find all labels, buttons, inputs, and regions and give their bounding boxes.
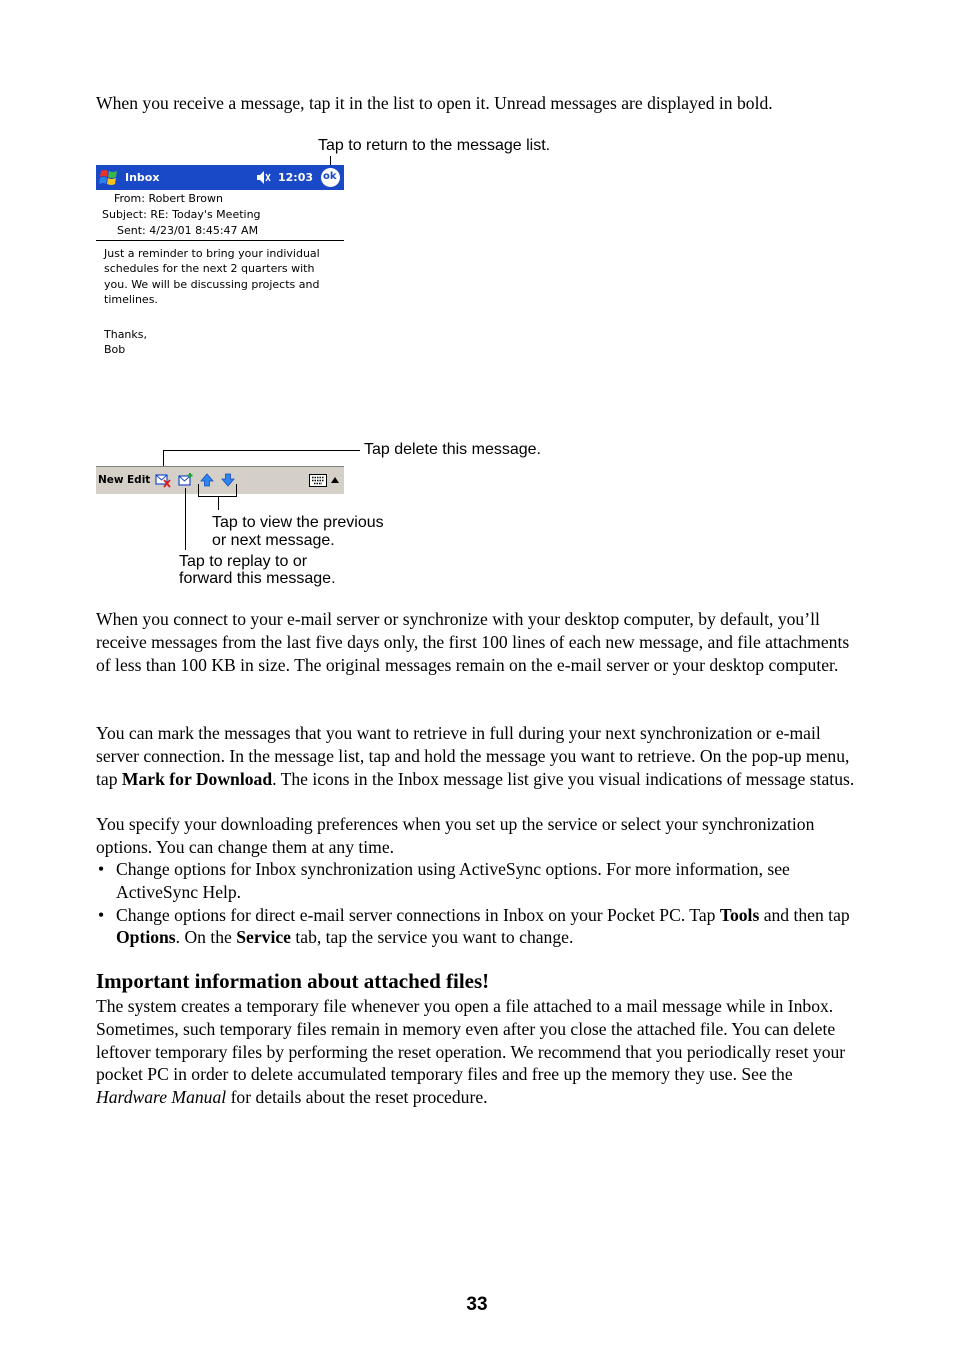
bullet-dot: • [98, 904, 105, 925]
message-signature: Bob [104, 343, 126, 356]
device-clock: 12:03 [278, 171, 314, 184]
callout-delete: Tap delete this message. [364, 441, 541, 458]
hardware-manual-title: Hardware Manual [96, 1087, 227, 1108]
device-title: Inbox [125, 171, 160, 184]
bullet-1-text: Change options for Inbox synchronization using ActiveSync options. For more information, see ActiveSync Help. [116, 859, 790, 902]
menu-edit[interactable]: Edit [127, 474, 151, 486]
device-menu-bar [96, 466, 344, 494]
options-bullet-list [96, 858, 868, 949]
callout-reply-line-1: Tap to replay to or [179, 553, 308, 570]
message-body-line-4: timelines. [104, 293, 158, 306]
attached-files-text-c: for details about the reset procedure. [226, 1087, 488, 1108]
bullet-2-text-a: Change options for direct e-mail server connections in Inbox on your Pocket PC. Tap [116, 904, 720, 925]
prevnext-leader [218, 496, 219, 510]
reply-leader [185, 488, 186, 550]
page-number: 33 [466, 1294, 488, 1315]
message-body-line-3: you. We will be discussing projects and [104, 278, 320, 291]
menu-new[interactable]: New [98, 474, 124, 486]
message-body-line-1: Just a reminder to bring your individual [104, 247, 320, 260]
bullet-2-text-c: and then tap [759, 904, 850, 925]
preferences-paragraph: You specify your downloading preferences when you set up the service or select your synchronization options. You can change them at any time. [96, 814, 815, 857]
message-from: From: Robert Brown [114, 192, 223, 205]
mark-download-text-a: You can mark the messages that you want to retrieve in full during your next synchronization or e-mail server connection. In the message list, tap and hold the message you want to retrieve. On the pop-up menu, tap [96, 723, 850, 789]
message-thanks: Thanks, [104, 328, 148, 341]
message-body-line-2: schedules for the next 2 quarters with [104, 262, 315, 275]
keyboard-icon[interactable] [309, 474, 327, 487]
ok-button[interactable] [321, 168, 340, 187]
mark-for-download-term: Mark for Download [121, 768, 273, 789]
bullet-2-text-g: tab, tap the service you want to change. [290, 927, 574, 948]
callout-ok: Tap to return to the message list. [318, 137, 551, 154]
message-sent: Sent: 4/23/01 8:45:47 AM [117, 224, 259, 237]
delete-icon[interactable] [155, 473, 171, 488]
attached-files-heading: Important information about attached files! [96, 969, 490, 993]
next-message-icon[interactable] [221, 473, 235, 487]
options-term: Options [116, 927, 176, 948]
callout-delete-leader-h [163, 450, 360, 451]
bullet-item-activesync [96, 858, 868, 904]
service-term: Service [236, 927, 291, 948]
input-panel-arrow-icon[interactable] [330, 476, 340, 484]
bullet-2-text-e: . On the [175, 927, 237, 948]
bullet-dot: • [98, 859, 105, 879]
callout-prevnext-line-1: Tap to view the previous [212, 514, 384, 531]
header-divider [96, 240, 344, 241]
ok-button-label: ok [323, 171, 337, 182]
intro-paragraph: When you receive a message, tap it in the list to open it. Unread messages are displayed in bold. [96, 93, 773, 113]
device-title-bar [96, 165, 344, 190]
bullet-item-direct-server [96, 904, 868, 950]
attached-files-paragraph [96, 995, 868, 1109]
tools-term: Tools [719, 904, 760, 925]
mark-download-paragraph [96, 722, 868, 790]
callout-prevnext-line-2: or next message. [212, 532, 335, 549]
windows-start-icon[interactable] [98, 167, 120, 188]
volume-icon[interactable] [256, 170, 272, 185]
callout-reply-line-2: forward this message. [179, 570, 336, 587]
reply-icon[interactable] [178, 472, 194, 487]
attached-files-text-a: The system creates a temporary file whenever you open a file attached to a mail message while in Inbox. Sometimes, such temporary files remain in memory even after you close the attached file. You can delete leftover temporary files by performing the reset operation. We recommend that you periodically reset your pocket PC in order to delete accumulated temporary files and free up the memory they use. See the [96, 996, 846, 1085]
previous-message-icon[interactable] [200, 473, 214, 487]
message-subject: Subject: RE: Today's Meeting [102, 208, 261, 221]
sync-defaults-paragraph: When you connect to your e-mail server or synchronize with your desktop computer, by default, you’ll receive messages from the last five days only, the first 100 lines of each new message, and file attachments of less than 100 KB in size. The original messages remain on the e-mail server or your desktop computer. [96, 609, 850, 675]
mark-download-text-c: . The icons in the Inbox message list give you visual indications of message status. [272, 768, 855, 789]
